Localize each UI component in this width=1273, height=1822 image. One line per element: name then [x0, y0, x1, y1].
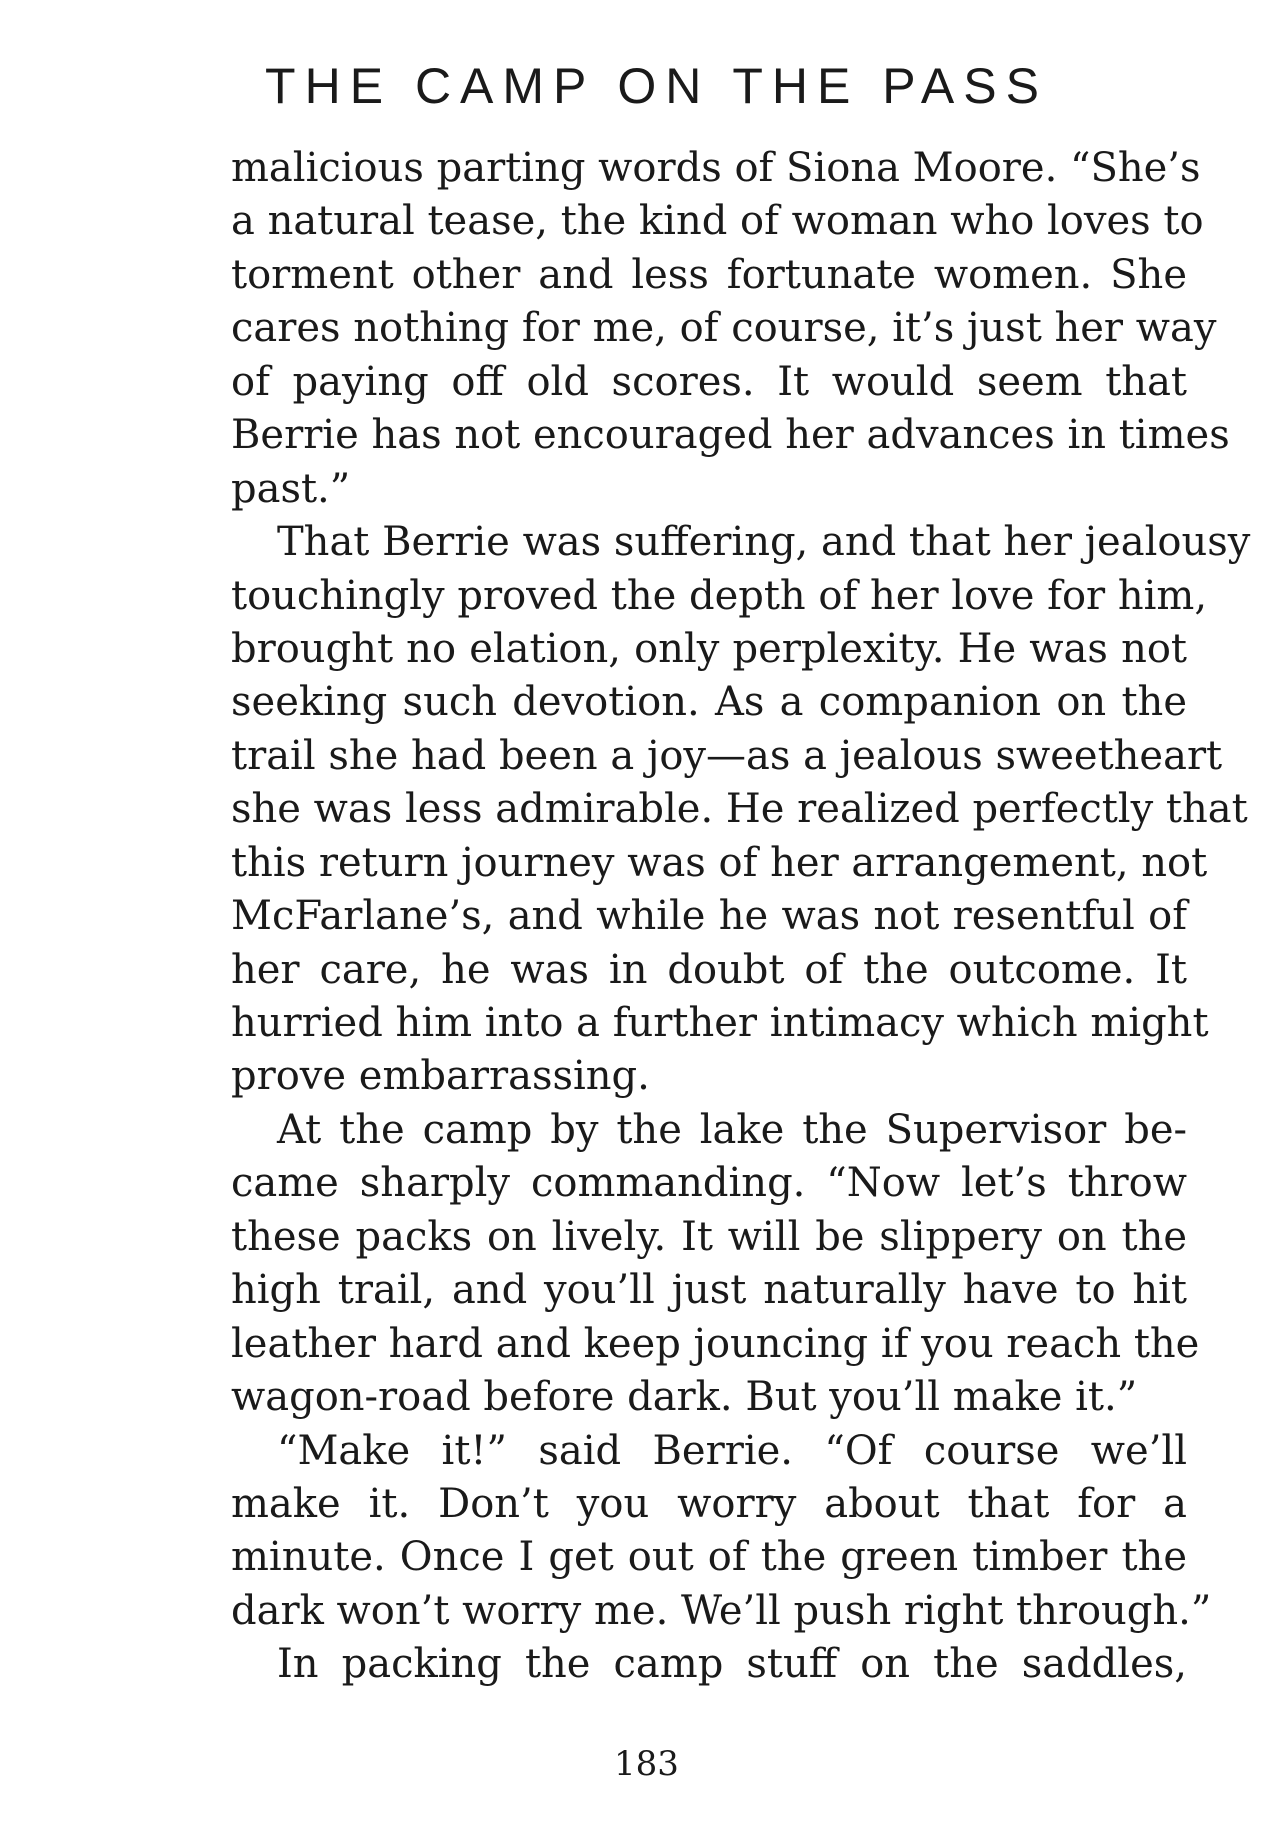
text-line: past.”: [231, 465, 351, 512]
text-line: high trail, and you’ll just naturally have to hit: [231, 1267, 1187, 1314]
text-line: malicious parting words of Siona Moore. “She’s: [231, 145, 1201, 191]
text-line: of paying off old scores. It would seem that: [231, 358, 1187, 405]
text-line: “Make it!” said Berrie. “Of course we’ll: [277, 1427, 1187, 1474]
text-line: wagon-road before dark. But you’ll make it.”: [231, 1374, 1138, 1421]
running-head: THE CAMP ON THE PASS: [265, 58, 1048, 114]
text-line: At the camp by the lake the Supervisor be-: [277, 1106, 1187, 1153]
text-line: minute. Once I get out of the green timber the: [231, 1534, 1187, 1581]
text-line: torment other and less fortunate women. She: [231, 251, 1187, 298]
text-line: Berrie has not encouraged her advances in times: [231, 412, 1230, 459]
text-line: touchingly proved the depth of her love for him,: [231, 572, 1208, 619]
text-line: leather hard and keep jouncing if you reach the: [231, 1320, 1200, 1367]
page-number: 183: [614, 1744, 679, 1784]
text-line: a natural tease, the kind of woman who loves to: [231, 198, 1204, 245]
text-line: prove embarrassing.: [231, 1053, 650, 1100]
text-line: In packing the camp stuff on the saddles,: [277, 1641, 1187, 1688]
text-line: McFarlane’s, and while he was not resentful of: [231, 893, 1187, 940]
text-line: brought no elation, only perplexity. He was not: [231, 625, 1187, 672]
text-line: dark won’t worry me. We’ll push right through.”: [231, 1587, 1212, 1634]
text-line: cares nothing for me, of course, it’s just her way: [231, 305, 1217, 352]
text-line: her care, he was in doubt of the outcome. It: [231, 946, 1187, 993]
text-line: hurried him into a further intimacy which might: [231, 1000, 1209, 1046]
text-line: make it. Don’t you worry about that for a: [231, 1480, 1187, 1527]
text-line: came sharply commanding. “Now let’s throw: [231, 1160, 1187, 1207]
text-line: these packs on lively. It will be slippery on the: [231, 1213, 1187, 1260]
text-line: she was less admirable. He realized perfectly that: [231, 786, 1248, 833]
body-text: [231, 142, 1251, 1692]
text-line: That Berrie was suffering, and that her jealousy: [277, 519, 1251, 566]
text-line: seeking such devotion. As a companion on the: [231, 679, 1187, 726]
text-line: this return journey was of her arrangement, not: [231, 839, 1208, 886]
text-line: trail she had been a joy—as a jealous sweetheart: [231, 732, 1223, 779]
